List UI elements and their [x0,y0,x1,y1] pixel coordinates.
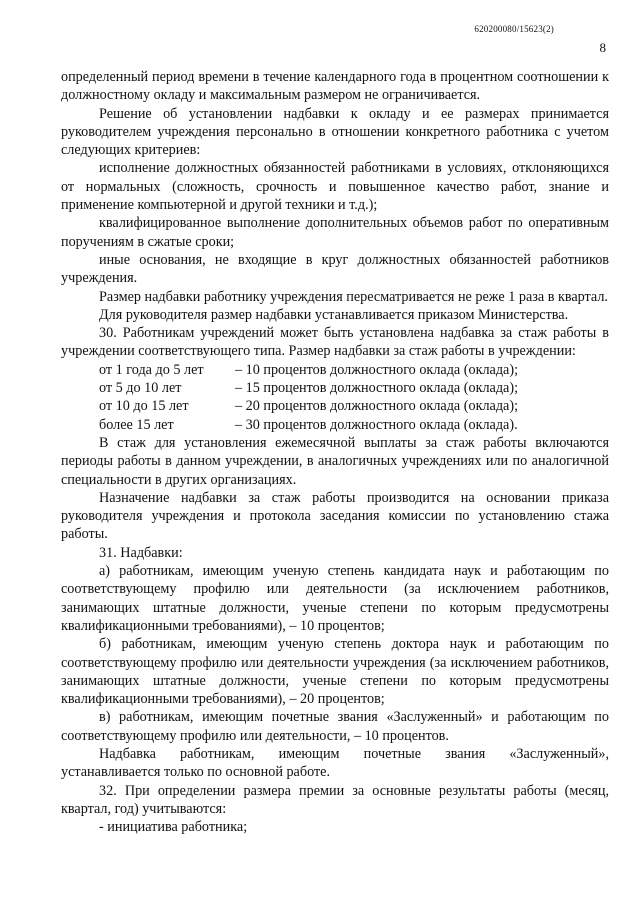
document-body [61,68,609,836]
seniority-range: от 1 года до 5 лет [99,361,204,378]
seniority-table [61,361,609,434]
seniority-percent: – 20 процентов должностного оклада (оклада); [235,398,519,415]
document-code: 620200080/15623(2) [474,24,554,34]
paragraph: Решение об установлении надбавки к окладу и ее размерах принимается руководителем учреждения персонально в отношении конкретного работника с учетом следующих критериев: [61,105,609,159]
paragraph: Размер надбавки работнику учреждения пересматривается не реже 1 раза в квартал. [99,288,608,305]
paragraph: - инициатива работника; [99,819,248,836]
seniority-row [61,379,609,397]
paragraph: б) работникам, имеющим ученую степень доктора наук и работающим по соответствующему профилю или деятельности учреждения (за исключением работников, занимающих штатные должности, ученые степени по которым предусмотрены квалификационными требованиями), – 20 процентов; [61,636,609,708]
paragraph: исполнение должностных обязанностей работниками в условиях, отклоняющихся от нормальных (сложность, срочность и повышенное качество работ, знание и применение компьютерной и другой техники и т.д.); [61,160,609,214]
seniority-percent: – 30 процентов должностного оклада (оклада). [235,416,518,433]
paragraph: определенный период времени в течение календарного года в процентном соотношении к должностному окладу и максимальным размером не ограничивается. [61,69,609,104]
paragraph: иные основания, не входящие в круг должностных обязанностей работников учреждения. [61,251,609,287]
seniority-range: от 5 до 10 лет [99,380,182,397]
paragraph: 32. При определении размера премии за основные результаты работы (месяц, квартал, год) учитываются: [61,782,609,817]
seniority-row [61,361,609,379]
paragraph: В стаж для установления ежемесячной выплаты за стаж работы включаются периоды работы в данном учреждении, в аналогичных учреждениях или по аналогичной специальности в других организациях. [61,434,609,488]
seniority-percent: – 15 процентов должностного оклада (оклада); [235,380,519,397]
paragraph: а) работникам, имеющим ученую степень кандидата наук и работающим по соответствующему профилю или деятельности (за исключением работников, занимающих штатные должности, ученые степени по которым предусмотрены квалификационными требованиями), – 10 процентов; [61,563,609,634]
paragraph: Назначение надбавки за стаж работы производится на основании приказа руководителя учреждения и протокола заседания комиссии по установлению стажа работы. [61,489,609,543]
seniority-row [61,397,609,415]
seniority-range: от 10 до 15 лет [99,398,189,415]
paragraph: Надбавка работникам, имеющим почетные звания «Заслуженный», устанавливается только по основной работе. [61,745,609,781]
paragraph: 30. Работникам учреждений может быть установлена надбавка за стаж работы в учреждении соответствующего типа. Размер надбавки за стаж работы в учреждении: [61,325,609,360]
paragraph: 31. Надбавки: [99,544,183,561]
seniority-percent: – 10 процентов должностного оклада (оклада); [235,361,519,378]
paragraph: Для руководителя размер надбавки устанавливается приказом Министерства. [99,306,569,323]
seniority-range: более 15 лет [99,416,174,433]
seniority-row [61,416,609,434]
paragraph: в) работникам, имеющим почетные звания «Заслуженный» и работающим по соответствующему профилю или деятельности, – 10 процентов. [61,709,609,744]
paragraph: квалифицированное выполнение дополнительных объемов работ по оперативным поручениям в сжатые сроки; [61,215,609,250]
page-number: 8 [599,40,606,55]
